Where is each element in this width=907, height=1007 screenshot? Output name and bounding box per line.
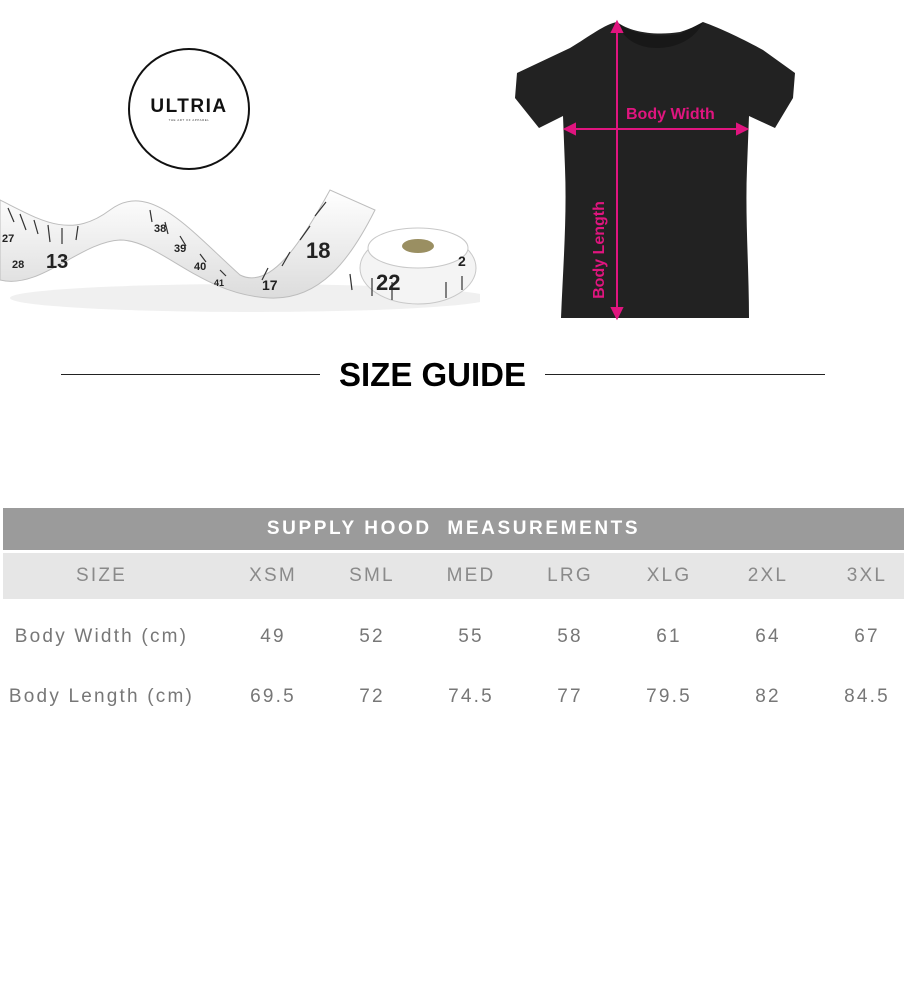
tape-number: 41 (214, 278, 225, 288)
table-cell: 52 (359, 626, 385, 647)
table-cell: 64 (755, 626, 781, 647)
row-label: Body Width (cm) (14, 626, 189, 647)
table-cell: 79.5 (646, 686, 692, 707)
table-cell: 61 (656, 626, 682, 647)
table-cell: 55 (458, 626, 484, 647)
table-cell: 72 (359, 686, 385, 707)
tape-number: 28 (12, 259, 25, 271)
row-label: Body Length (cm) (8, 686, 195, 707)
table-cell: 82 (755, 686, 781, 707)
table-cell: 49 (260, 626, 286, 647)
tape-measure-image (0, 170, 480, 320)
brand-logo (128, 48, 250, 170)
divider-left (61, 374, 320, 375)
body-length-label: Body Length (591, 201, 608, 299)
size-guide-title: SIZE GUIDE (338, 356, 527, 393)
tshirt-diagram (505, 18, 805, 323)
table-cell: 77 (557, 686, 583, 707)
tape-number: 17 (262, 277, 278, 293)
divider-right (545, 374, 825, 375)
header-cell-lrg: LRG (547, 565, 593, 586)
header-cell-xlg: XLG (646, 565, 692, 586)
tape-number: 18 (306, 238, 331, 263)
tape-number: 27 (2, 233, 15, 245)
header-cell-med: MED (446, 565, 496, 586)
header-cell-2xl: 2XL (747, 565, 789, 586)
header-cell-3xl: 3XL (846, 565, 888, 586)
tape-number: 38 (154, 223, 167, 235)
table-cell: 84.5 (844, 686, 890, 707)
table-title: SUPPLY HOOD MEASUREMENTS (3, 508, 904, 550)
table-row-body-length (3, 667, 904, 727)
table-cell: 69.5 (250, 686, 296, 707)
table-cell: 58 (557, 626, 583, 647)
tape-number: 39 (174, 243, 187, 255)
logo-wordmark: ULTRIA (150, 95, 228, 117)
tape-number: 22 (376, 270, 401, 295)
tape-number: 2 (458, 253, 466, 269)
table-cell: 67 (854, 626, 880, 647)
measurements-table (3, 508, 904, 727)
table-header-row (3, 553, 904, 599)
logo-tagline: THE ART OF APPAREL (168, 117, 210, 122)
tape-number: 13 (46, 251, 69, 273)
header-cell-xsm: XSM (249, 565, 297, 586)
table-cell: 74.5 (448, 686, 494, 707)
header-cell-sml: SML (349, 565, 395, 586)
header-cell-size: SIZE (75, 565, 128, 586)
body-width-label: Body Width (626, 106, 715, 123)
tape-number: 40 (194, 261, 207, 273)
table-row-body-width (3, 607, 904, 667)
